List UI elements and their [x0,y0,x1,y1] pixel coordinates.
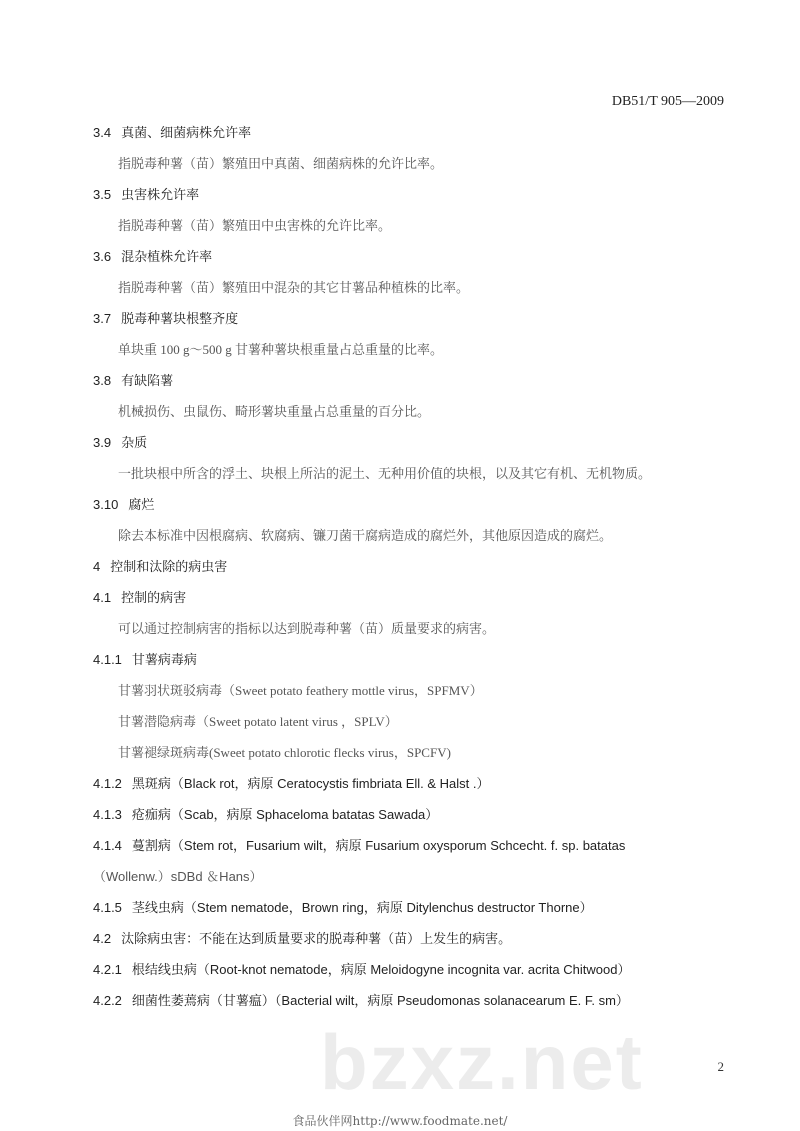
paragraph-text: （Wollenw.）sDBd ＆Hans） [93,869,263,884]
section-heading [93,373,730,404]
section-heading [93,993,730,1024]
paragraph-line [93,156,730,187]
section-title: 真菌、细菌病株允许率 [121,125,252,140]
section-number: 3.7 [93,311,112,326]
section-number: 3.4 [93,125,112,140]
paragraph-line [93,342,730,373]
paragraph-text: 除去本标准中因根腐病、软腐病、镰刀菌干腐病造成的腐烂外，其他原因造成的腐烂。 [118,528,613,543]
section-heading [93,838,730,869]
section-heading [93,900,730,931]
section-heading [93,187,730,218]
section-title: 黑斑病（Black rot，病原 Ceratocystis fimbriata Ell. & Halst .） [131,776,490,791]
paragraph-line [93,683,730,714]
section-heading [93,807,730,838]
paragraph-line [93,745,730,776]
page-number: 2 [717,1059,724,1074]
paragraph-text: 一批块根中所含的浮土、块根上所沾的泥土、无种用价值的块根，以及其它有机、无机物质。 [118,466,652,481]
section-title: 疮痂病（Scab，病原 Sphaceloma batatas Sawada） [131,807,439,822]
section-title: 茎线虫病（Stem nematode，Brown ring，病原 Ditylenchus destructor Thorne） [131,900,593,915]
paragraph-text: 指脱毒种薯（苗）繁殖田中混杂的其它甘薯品种植株的比率。 [118,280,470,295]
footer-link[interactable]: 食品伙伴网http://www.foodmate.net/ [292,1114,508,1128]
section-number: 4.1.2 [93,776,122,791]
section-title: 混杂植株允许率 [121,249,213,264]
section-number: 3.8 [93,373,112,388]
section-title: 控制和汰除的病虫害 [110,559,228,574]
section-title: 甘薯病毒病 [131,652,197,667]
section-title: 控制的病害 [121,590,187,605]
section-title: 脱毒种薯块根整齐度 [121,311,239,326]
section-heading [93,931,730,962]
section-title: 虫害株允许率 [121,187,200,202]
section-heading [93,125,730,156]
paragraph-line [93,466,730,497]
section-number: 4.1.5 [93,900,122,915]
section-heading [93,590,730,621]
paragraph-line [93,404,730,435]
paragraph-text: 指脱毒种薯（苗）繁殖田中虫害株的允许比率。 [118,218,392,233]
section-number: 4.2 [93,931,112,946]
section-heading [93,559,730,590]
section-heading [93,249,730,280]
paragraph-line [93,218,730,249]
section-number: 4.1 [93,590,112,605]
section-title: 汰除病虫害：不能在达到质量要求的脱毒种薯（苗）上发生的病害。 [121,931,512,946]
section-heading [93,497,730,528]
section-number: 4.2.1 [93,962,122,977]
section-title: 杂质 [121,435,148,450]
section-number: 3.5 [93,187,112,202]
paragraph-line [93,280,730,311]
section-number: 3.6 [93,249,112,264]
paragraph-text: 可以通过控制病害的指标以达到脱毒种薯（苗）质量要求的病害。 [118,621,496,636]
section-number: 4.1.3 [93,807,122,822]
paragraph-text: 甘薯潜隐病毒（Sweet potato latent virus ，SPLV） [118,714,398,729]
paragraph-text: 机械损伤、虫鼠伤、畸形薯块重量占总重量的百分比。 [118,404,431,419]
section-number: 4 [93,559,101,574]
section-heading [93,962,730,993]
section-title: 细菌性萎蔫病（甘薯瘟）（Bacterial wilt，病原 Pseudomonas solanacearum E. F. sm） [131,993,629,1008]
section-number: 3.10 [93,497,119,512]
section-heading [93,435,730,466]
section-number: 3.9 [93,435,112,450]
section-number: 4.2.2 [93,993,122,1008]
section-title: 根结线虫病（Root-knot nematode，病原 Meloidogyne incognita var. acrita Chitwood） [131,962,631,977]
paragraph-text: 甘薯褪绿斑病毒(Sweet potato chlorotic flecks virus，SPCFV) [118,745,451,760]
section-heading [93,311,730,342]
section-title: 有缺陷薯 [121,373,174,388]
section-heading [93,652,730,683]
document-body [93,125,730,1024]
paragraph-line [93,621,730,652]
section-title: 腐烂 [128,497,155,512]
paragraph-text: 指脱毒种薯（苗）繁殖田中真菌、细菌病株的允许比率。 [118,156,444,171]
document-code: DB51/T 905—2009 [611,94,724,109]
watermark: bzxz.net [320,1018,644,1106]
section-number: 4.1.1 [93,652,122,667]
section-number: 4.1.4 [93,838,122,853]
paragraph-line [93,714,730,745]
paragraph-line [93,869,730,900]
paragraph-line [93,528,730,559]
paragraph-text: 单块重 100 g～500 g 甘薯种薯块根重量占总重量的比率。 [118,342,444,357]
paragraph-text: 甘薯羽状斑驳病毒（Sweet potato feathery mottle virus，SPFMV） [118,683,483,698]
section-heading [93,776,730,807]
section-title: 蔓割病（Stem rot，Fusarium wilt，病原 Fusarium oxysporum Schcecht. f. sp. batatas [131,838,626,853]
